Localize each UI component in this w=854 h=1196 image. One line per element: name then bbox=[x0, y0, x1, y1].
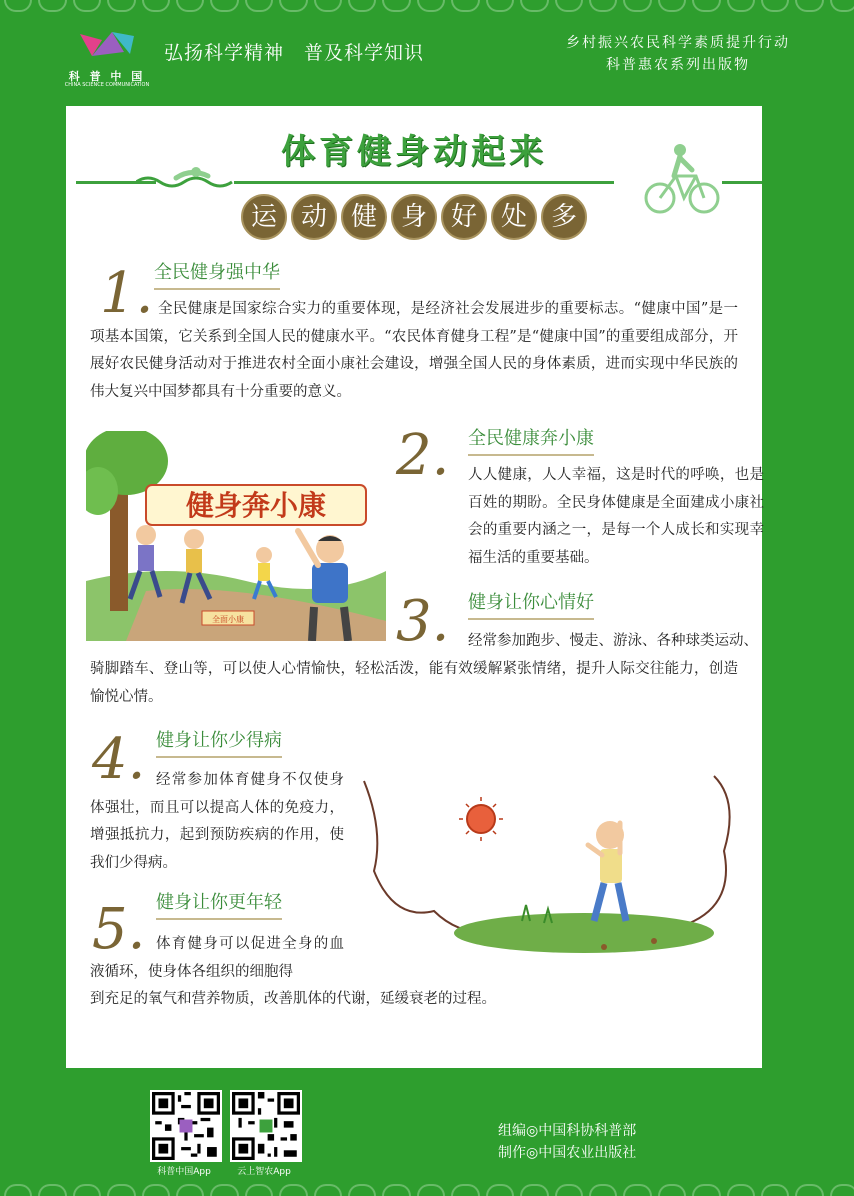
slogan: 弘扬科学精神 普及科学知识 bbox=[164, 42, 425, 64]
yunshang-app-qr-label: 云上智农App bbox=[237, 1167, 291, 1177]
header bbox=[0, 14, 854, 100]
credits bbox=[498, 1120, 636, 1164]
credit-producer: 制作◎中国农业出版社 bbox=[498, 1145, 637, 1161]
subtitle-char: 健 bbox=[341, 194, 387, 240]
section-2-number: 2. bbox=[396, 423, 450, 488]
logo-text: 科 普 中 国 bbox=[68, 70, 146, 83]
title-divider-right bbox=[722, 181, 762, 184]
subtitle-char: 身 bbox=[391, 194, 437, 240]
section-5-title: 健身让你更年轻 bbox=[156, 888, 282, 920]
section-1-text: 全民健康是国家综合实力的重要体现，是经济社会发展进步的重要标志。“健康中国”是一项基本国策，它关系到全国人民的健康水平。“农民体育健身工程”是“健康中国”的重要组成部分，开展好农民健身活动对于推进农村全面小康社会建设，增强全国人民的身体素质，进而实现中华民族的伟大复兴中国梦都具有十分重要的意义。 bbox=[90, 301, 738, 400]
section-1-title: 全民健身强中华 bbox=[154, 258, 280, 290]
swimmer-icon bbox=[136, 164, 236, 188]
section-3-title: 健身让你心情好 bbox=[468, 588, 594, 620]
kepu-app-qr-label: 科普中国App bbox=[157, 1167, 211, 1177]
yunshang-app-qr-code[interactable] bbox=[230, 1090, 302, 1162]
poster-title: 体育健身动起来 bbox=[281, 132, 547, 172]
section-3-number: 3. bbox=[396, 589, 450, 654]
section-1-number: 1. bbox=[100, 261, 154, 326]
section-2-text: 人人健康，人人幸福，这是时代的呼唤，也是百姓的期盼。全民身体健康是全面建成小康社会的重要内涵之一，是每一个人成长和实现幸福生活的重要基础。 bbox=[468, 467, 764, 566]
content-panel bbox=[66, 106, 762, 1068]
section-4-text: 经常参加体育健身不仅使身体强壮，而且可以提高人体的免疫力，增强抵抗力，起到预防疾病的作用，使我们少得病。 bbox=[90, 772, 344, 871]
subtitle-char: 好 bbox=[441, 194, 487, 240]
section-2-title: 全民健康奔小康 bbox=[468, 424, 594, 456]
section-5-text-b: 到充足的氧气和营养物质，改善肌体的代谢，延缓衰老的过程。 bbox=[90, 991, 496, 1007]
top-decorative-border bbox=[0, 0, 854, 14]
exercising-man-illustration bbox=[354, 771, 744, 966]
section-3-text-b: 骑脚踏车、登山等，可以使人心情愉快，轻松活泼，能有效缓解紧张情绪，提升人际交往能力，创造愉悦心情。 bbox=[90, 661, 738, 705]
kepu-app-qr-code[interactable] bbox=[150, 1090, 222, 1162]
section-4-number: 4. bbox=[92, 727, 146, 792]
section-3-text-a: 经常参加跑步、慢走、游泳、各种球类运动、 bbox=[468, 633, 758, 649]
subtitle-char: 处 bbox=[491, 194, 537, 240]
subtitle-char: 多 bbox=[541, 194, 587, 240]
subtitle-char: 运 bbox=[241, 194, 287, 240]
series-line-2: 科普惠农系列出版物 bbox=[606, 57, 750, 73]
section-4-title: 健身让你少得病 bbox=[156, 726, 282, 758]
section-5-text-a: 体育健身可以促进全身的血液循环，使身体各组织的细胞得 bbox=[90, 936, 344, 980]
bottom-decorative-border bbox=[0, 1184, 854, 1196]
footer bbox=[0, 1080, 854, 1180]
series-line-1: 乡村振兴农民科学素质提升行动 bbox=[566, 35, 790, 51]
title-divider-center bbox=[234, 181, 614, 184]
illustration-post-text: 全面小康 bbox=[212, 615, 244, 624]
logo-subtext: CHINA SCIENCE COMMUNICATION bbox=[64, 82, 150, 88]
series-title bbox=[566, 32, 790, 76]
section-5-number: 5. bbox=[92, 897, 146, 962]
kepu-china-logo bbox=[62, 26, 152, 88]
subtitle-badges bbox=[66, 194, 762, 240]
fitness-running-illustration bbox=[86, 431, 386, 641]
illustration-sign-text: 健身奔小康 bbox=[185, 489, 327, 522]
subtitle-char: 动 bbox=[291, 194, 337, 240]
credit-editor: 组编◎中国科协科普部 bbox=[498, 1123, 637, 1139]
